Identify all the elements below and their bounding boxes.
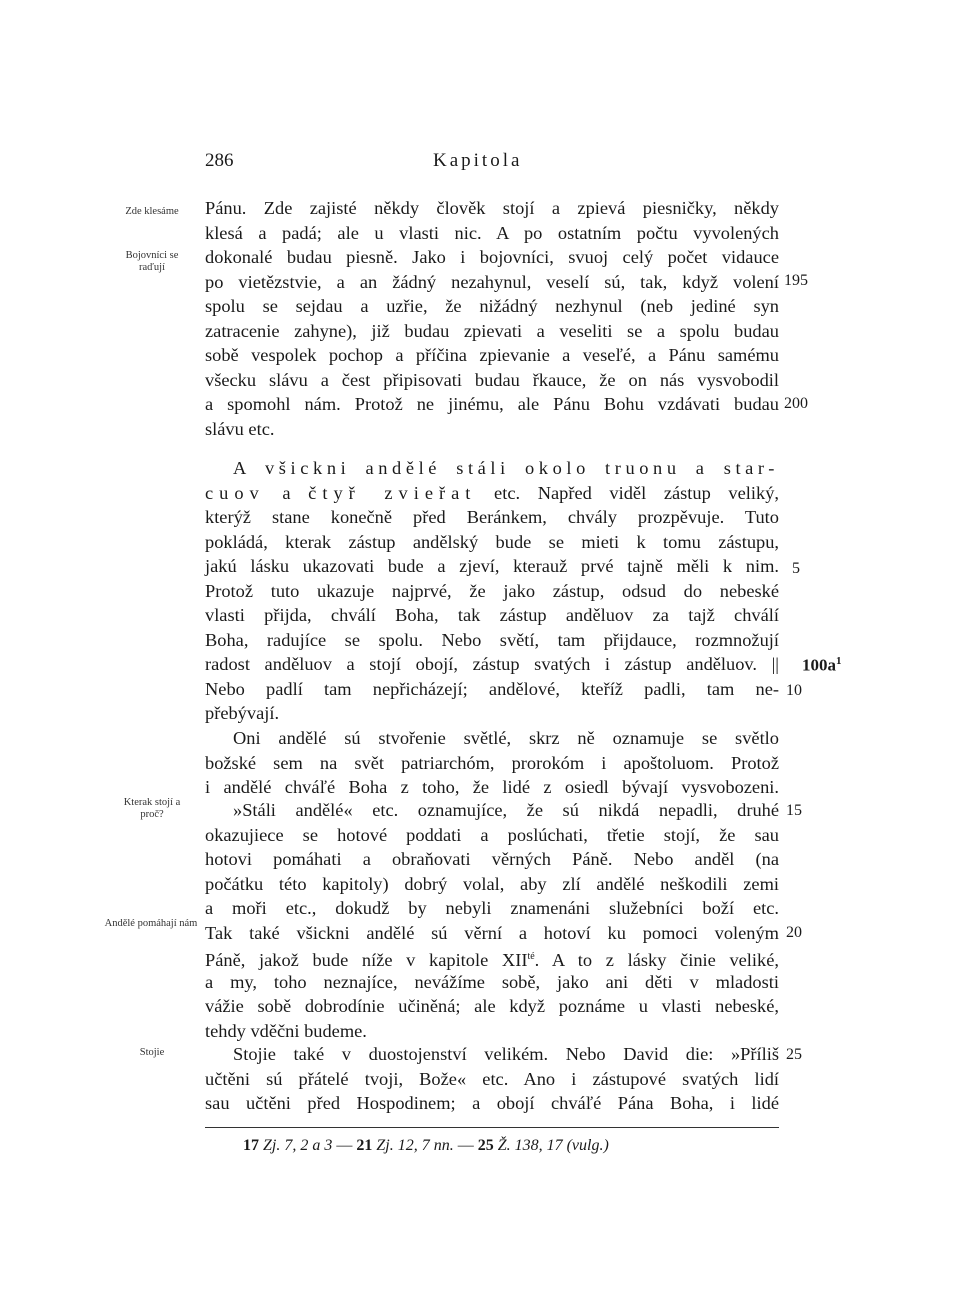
text-line: jakú lásku ukazovati bude a zjeví, kterauž prvé tajně měli k nim.	[205, 556, 779, 576]
text-line: sobě vespolek pochop a příčina zpievanie a veseľé, a Pánu samému	[205, 345, 779, 365]
page-number: 286	[205, 150, 234, 171]
text-line: počátku této kapitoly) dobrý volal, aby zlí andělé neškodili zemi	[205, 873, 779, 894]
line-number: 10	[786, 682, 802, 699]
paragraph-4	[205, 798, 779, 1043]
text-line: po vietězstvie, a an žádný nezahynul, veselí sú, tak, když volení	[205, 271, 779, 292]
text-line: Boha, radujíce se spolu. Nebo světí, tam přijdauce, rozmnožují	[205, 629, 779, 650]
text-line: pokládá, kterak zástup andělský bude se mieti k tomu zástupu,	[205, 531, 779, 552]
paragraph-2	[205, 456, 779, 726]
margin-note-andele-pomahaji: Andělé pomáhají nám	[104, 918, 198, 929]
text-line: Protož tuto ukazuje najprvé, že jako zástup, odsud do nebeské	[205, 580, 779, 601]
text-line: A všickni andělé stáli okolo truonu a star-	[233, 458, 779, 478]
text-line: radost anděluov a stojí obojí, zástup svatých i zástup anděluov. ||	[205, 654, 779, 674]
text-line: Oni andělé sú stvořenie světlé, skrz ně oznamuje se světlo	[233, 728, 779, 748]
text-line: sau učtěni před Hospodinem; a obojí chváľé Pána Boha, i lidé	[205, 1093, 779, 1113]
text-line: dokonalé budau piesně. Jako i bojovníci, svuoj celý počet vidauce	[205, 247, 779, 267]
text-line: a moři etc., dokudž by nebyli znamenáni služebníci boží etc.	[205, 898, 779, 918]
text-line: Nebo padlí tam nepřicházejí; andělové, kteříž padli, tam ne-	[205, 678, 779, 699]
text-line: cuov a čtyř zvieřat etc. Napřed viděl zástup veliký,	[205, 482, 779, 503]
text-line: okazujiece se hotové poddati a poslúchati, třetie stojí, že sau	[205, 824, 779, 845]
text-line: slávu etc.	[205, 418, 275, 439]
footnote-rule	[205, 1127, 779, 1128]
text-line: »Stáli andělé« etc. oznamujíce, že sú nikdá nepadli, druhé	[233, 800, 779, 820]
line-number: 15	[786, 802, 802, 819]
line-number: 200	[784, 395, 808, 412]
text-line: hotovi pomáhati a obraňovati věrných Páně. Nebo anděl (na	[205, 849, 779, 869]
text-line: spolu se sejdau a uzřie, že nižádný nezhynul (neb jediné syn	[205, 296, 779, 316]
text-line: i andělé chváľé Boha z toho, že lidé z osiedl bývají vysvobozeni.	[205, 777, 779, 797]
text-line: Pánu. Zde zajisté někdy člověk stojí a zpievá piesničky, někdy	[205, 198, 779, 218]
text-line: učtěni sú přátelé tvoji, Bože« etc. Ano i zástupové svatých lidí	[205, 1068, 779, 1089]
line-number: 20	[786, 924, 802, 941]
margin-note-zde-klesame: Zde klesáme	[125, 206, 179, 217]
paragraph-3	[205, 726, 779, 800]
line-number: 195	[784, 272, 808, 289]
text-line: klesá a padá; ale u vlasti nic. A po ostatním počtu vyvolených	[205, 222, 779, 243]
folio-marker: $100a^1$	[802, 655, 842, 675]
footnote-apparatus: 17 Zj. 7, 2 a 3 — 21 Zj. 12, 7 nn. — 25 Ž. 138, 17 (vulg.)	[243, 1137, 609, 1154]
line-number: 5	[792, 560, 800, 577]
margin-note-kterak-stoji: Kterak stojí a proč?	[123, 797, 181, 820]
margin-note-stojie: Stojie	[139, 1047, 165, 1058]
text-line: a spomohl nám. Protož ne jinému, ale Pánu Bohu vzdávati budau	[205, 394, 779, 414]
text-line: Tak také všickni andělé sú věrní a hotoví ku pomoci voleným	[205, 922, 779, 943]
text-line: vlasti přijda, chválí Boha, tak zástup anděluov za tajž chválí	[205, 605, 779, 625]
text-line: a my, toho neznajíce, nevážíme sobě, jako ani děti v mladosti	[205, 971, 779, 992]
margin-note-bojovnici: Bojovníci se raďují	[125, 250, 179, 273]
running-title: Kapitola	[433, 150, 523, 171]
text-line: božské sem na svět patriarchóm, prorokóm i apoštoluom. Protož	[205, 752, 779, 773]
text-line: přebývají.	[205, 703, 280, 723]
text-line: všecku slávu a čest připisovati budau řkauce, že on nás vysvobodil	[205, 369, 779, 390]
text-line: Páně, jakož bude níže v kapitole $XII^{té}$. A to z lásky činie veliké,	[205, 950, 779, 971]
line-number: 25	[786, 1046, 802, 1063]
paragraph-5	[205, 1042, 779, 1116]
text-line: tehdy vděčni budeme.	[205, 1020, 367, 1041]
text-line: kterýž stane konečně před Beránkem, chvály prozpěvuje. Tuto	[205, 507, 779, 527]
text-line: vážie sobě dobrodínie učiněná; ale když poznáme u vlasti nebeské,	[205, 996, 779, 1016]
text-line: zatracenie zahyne), již budau zpievati a veseliti se a spolu budau	[205, 320, 779, 341]
text-line: Stojie také v duostojenství velikém. Nebo David die: »Příliš	[233, 1044, 779, 1064]
paragraph-1	[205, 196, 779, 441]
